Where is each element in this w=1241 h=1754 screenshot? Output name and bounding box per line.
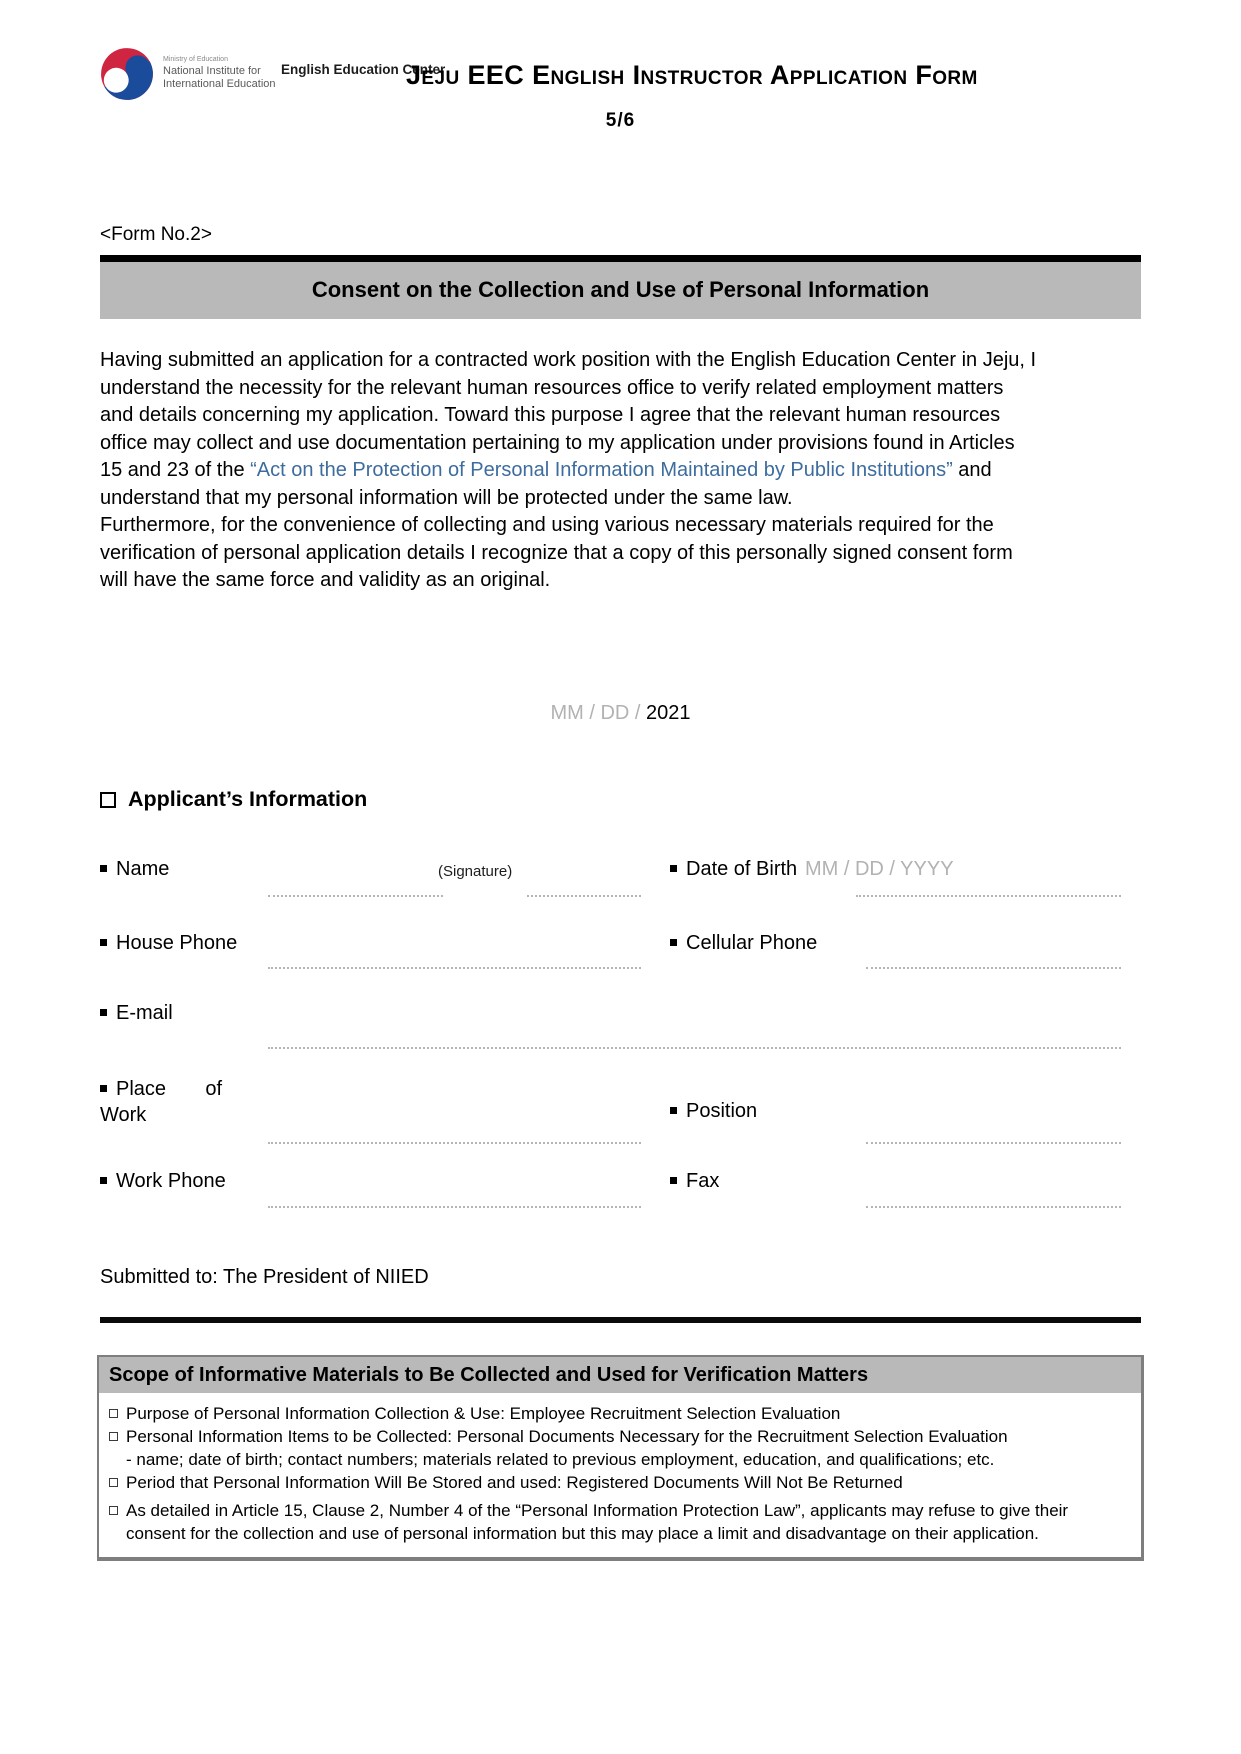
fax-field-label: Fax — [670, 1170, 719, 1193]
fax-input-line[interactable] — [866, 1206, 1121, 1208]
consent-title-bar — [100, 255, 1141, 319]
form-number-label: <Form No.2> — [100, 224, 212, 245]
cellular-phone-input-line[interactable] — [866, 967, 1121, 969]
house-phone-field-label: House Phone — [100, 932, 237, 955]
square-bullet-icon — [100, 865, 107, 872]
name-input-line[interactable] — [268, 895, 443, 897]
scope-item-purpose: Purpose of Personal Information Collection & Use: Employee Recruitment Selection Evaluation — [109, 1402, 1131, 1425]
signature-label: (Signature) — [438, 863, 513, 880]
scope-box-title: Scope of Informative Materials to Be Collected and Used for Verification Matters — [99, 1357, 1141, 1395]
consent-date-line — [100, 702, 1141, 725]
square-bullet-icon — [670, 939, 677, 946]
consent-paragraph-2: Furthermore, for the convenience of collecting and using various necessary materials required for the verification of personal application details I recognize that a copy of this personally signed consent form will have the same force and validity as an original. — [100, 514, 1013, 591]
square-bullet-icon — [109, 1478, 118, 1487]
place-of-work-field-label: Place of Work — [100, 1078, 222, 1126]
scope-box — [97, 1355, 1144, 1561]
date-mmdd-placeholder[interactable]: MM / DD / — [550, 702, 641, 724]
square-bullet-icon — [100, 1009, 107, 1016]
square-bullet-icon — [109, 1506, 118, 1515]
consent-body — [100, 347, 1040, 595]
place-of-work-input-line[interactable] — [268, 1142, 641, 1144]
consent-text-after: and understand that my personal information will be protected under the same law. — [100, 459, 992, 509]
applicant-info-heading-label: Applicant’s Information — [128, 787, 368, 811]
work-phone-input-line[interactable] — [268, 1206, 641, 1208]
scope-item-items-collected: Personal Information Items to be Collected: Personal Documents Necessary for the Recruitment Selection Evaluation — [109, 1425, 1131, 1448]
name-field-label: Name — [100, 858, 169, 881]
email-input-line[interactable] — [268, 1047, 1121, 1049]
square-bullet-icon — [109, 1409, 118, 1418]
scope-item-storage-period: Period that Personal Information Will Be Stored and used: Registered Documents Will Not Be Returned — [109, 1471, 1131, 1494]
square-bullet-icon — [109, 1432, 118, 1441]
logo-text-block — [163, 56, 276, 91]
law-reference-text: “Act on the Protection of Personal Information Maintained by Public Institutions” — [250, 459, 953, 481]
applicant-info-heading — [100, 787, 367, 812]
dob-input-line[interactable] — [856, 895, 1121, 897]
page-title: Jeju EEC English Instructor Application Form — [406, 60, 978, 90]
logo-institute-line1: National Institute for — [163, 65, 261, 77]
date-year: 2021 — [646, 702, 691, 724]
logo-institute-line2: International Education — [163, 78, 276, 90]
page-number: 5/6 — [605, 110, 636, 131]
square-bullet-icon — [670, 1107, 677, 1114]
position-input-line[interactable] — [866, 1142, 1121, 1144]
scope-item-refusal-notice: As detailed in Article 15, Clause 2, Number 4 of the “Personal Information Protection Law”, applicants may refuse to give their consent for the collection and use of personal information but this may place a limit and disadvantage on their application. — [109, 1499, 1131, 1545]
scope-box-body — [99, 1395, 1141, 1557]
consent-text-before: Having submitted an application for a contracted work position with the English Education Center in Jeju, I understand the necessity for the relevant human resources office to verify related employment matters and details concerning my application. Toward this purpose I agree that the relevant human resources office may collect and use documentation pertaining to my application under provisions found in Articles 15 and 23 of the — [100, 349, 1037, 481]
dob-placeholder[interactable]: MM / DD / YYYY — [805, 858, 954, 880]
email-field-label: E-mail — [100, 1002, 173, 1025]
logo-ministry-label: Ministry of Education — [163, 56, 228, 63]
square-bullet-icon — [670, 865, 677, 872]
work-phone-field-label: Work Phone — [100, 1170, 226, 1193]
divider-line — [100, 1317, 1141, 1323]
consent-title: Consent on the Collection and Use of Personal Information — [311, 277, 930, 302]
english-education-center-label: English Education Center — [281, 62, 446, 77]
checkbox-square-icon — [100, 792, 116, 808]
dob-field-label: Date of Birth — [670, 858, 797, 881]
scope-item-sub-detail: - name; date of birth; contact numbers; materials related to previous employment, education, and qualifications; etc. — [126, 1450, 995, 1469]
position-field-label: Position — [670, 1100, 757, 1123]
square-bullet-icon — [670, 1177, 677, 1184]
moe-logo-icon — [100, 47, 154, 106]
consent-paragraph-1 — [100, 347, 1040, 512]
submitted-to-text: Submitted to: The President of NIIED — [100, 1266, 429, 1288]
square-bullet-icon — [100, 1177, 107, 1184]
square-bullet-icon — [100, 939, 107, 946]
signature-input-line[interactable] — [527, 895, 641, 897]
square-bullet-icon — [100, 1085, 107, 1092]
applicant-fields — [100, 848, 1141, 1228]
cellular-phone-field-label: Cellular Phone — [670, 932, 817, 955]
house-phone-input-line[interactable] — [268, 967, 641, 969]
